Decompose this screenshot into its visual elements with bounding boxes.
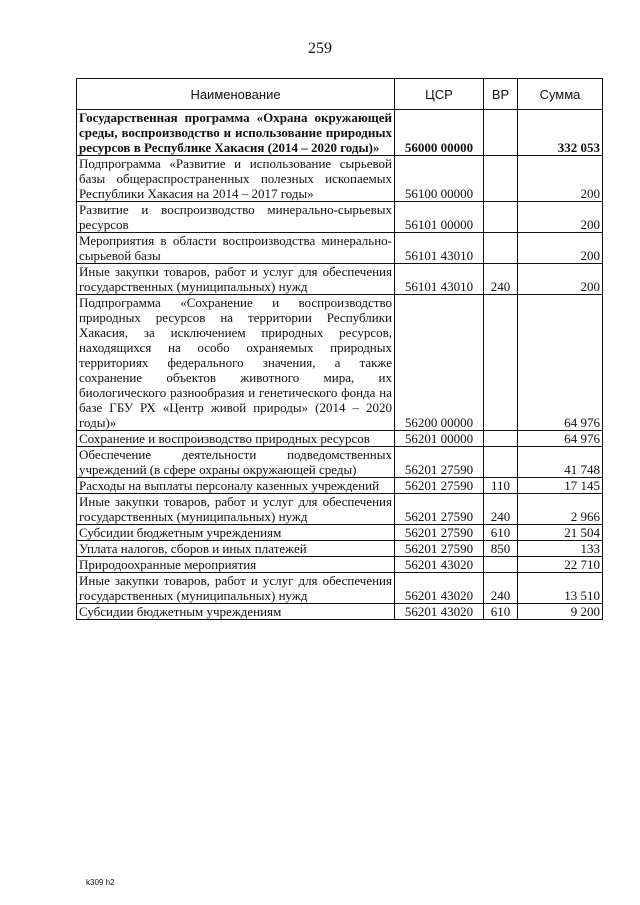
- row-name: Иные закупки товаров, работ и услуг для обеспечения государственных (муниципальных) нужд: [77, 573, 395, 604]
- row-csr: 56101 00000: [395, 202, 484, 233]
- row-csr: 56000 00000: [395, 110, 484, 156]
- row-name: Развитие и воспроизводство минерально-сырьевых ресурсов: [77, 202, 395, 233]
- row-vr: [484, 447, 518, 478]
- row-vr: [484, 202, 518, 233]
- row-name: Подпрограмма «Сохранение и воспроизводство природных ресурсов на территории Республики Хакасия, за исключением природных ресурсов, находящихся на особо охраняемых природных территориях федерального значения, а также сохранение объектов животного мира, их биологического разнообразия и генетического фонда на базе ГБУ РХ «Центр живой природы» (2014 – 2020 годы)»: [77, 295, 395, 431]
- row-vr: 610: [484, 525, 518, 541]
- row-name: Субсидии бюджетным учреждениям: [77, 525, 395, 541]
- row-name: Природоохранные мероприятия: [77, 557, 395, 573]
- row-sum: 200: [518, 233, 603, 264]
- table-row: [77, 156, 603, 202]
- table-row: [77, 557, 603, 573]
- row-csr: 56201 27590: [395, 494, 484, 525]
- header-sum: Сумма: [518, 79, 603, 110]
- footer-code: k309 h2: [86, 878, 115, 887]
- row-sum: 200: [518, 264, 603, 295]
- header-csr: ЦСР: [395, 79, 484, 110]
- table-row: [77, 604, 603, 620]
- row-sum: 200: [518, 156, 603, 202]
- table-row: [77, 525, 603, 541]
- row-vr: [484, 233, 518, 264]
- row-csr: 56201 43020: [395, 604, 484, 620]
- header-name: Наименование: [77, 79, 395, 110]
- row-sum: 13 510: [518, 573, 603, 604]
- row-vr: [484, 110, 518, 156]
- row-vr: [484, 557, 518, 573]
- table-row: [77, 541, 603, 557]
- row-csr: 56201 27590: [395, 447, 484, 478]
- row-sum: 22 710: [518, 557, 603, 573]
- row-csr: 56200 00000: [395, 295, 484, 431]
- table-row: [77, 295, 603, 431]
- row-csr: 56101 43010: [395, 233, 484, 264]
- row-vr: [484, 156, 518, 202]
- row-csr: 56201 27590: [395, 541, 484, 557]
- table-row: [77, 573, 603, 604]
- table-row: [77, 494, 603, 525]
- row-sum: 2 966: [518, 494, 603, 525]
- row-vr: 110: [484, 478, 518, 494]
- row-name: Расходы на выплаты персоналу казенных учреждений: [77, 478, 395, 494]
- row-vr: 240: [484, 494, 518, 525]
- row-csr: 56100 00000: [395, 156, 484, 202]
- table-row: [77, 233, 603, 264]
- row-name: Иные закупки товаров, работ и услуг для обеспечения государственных (муниципальных) нужд: [77, 494, 395, 525]
- row-vr: 850: [484, 541, 518, 557]
- table-row: [77, 431, 603, 447]
- row-sum: 21 504: [518, 525, 603, 541]
- row-name: Иные закупки товаров, работ и услуг для обеспечения государственных (муниципальных) нужд: [77, 264, 395, 295]
- row-vr: [484, 431, 518, 447]
- page-number: 259: [308, 40, 332, 57]
- row-sum: 9 200: [518, 604, 603, 620]
- row-sum: 133: [518, 541, 603, 557]
- row-vr: [484, 295, 518, 431]
- table-row: [77, 264, 603, 295]
- row-name: Обеспечение деятельности подведомственных учреждений (в сфере охраны окружающей среды): [77, 447, 395, 478]
- row-name: Мероприятия в области воспроизводства минерально-сырьевой базы: [77, 233, 395, 264]
- row-csr: 56201 43020: [395, 557, 484, 573]
- budget-table: [76, 78, 603, 620]
- row-csr: 56201 27590: [395, 478, 484, 494]
- row-name: Сохранение и воспроизводство природных ресурсов: [77, 431, 395, 447]
- row-name: Подпрограмма «Развитие и использование сырьевой базы общераспространенных полезных ископаемых Республики Хакасия на 2014 – 2017 годы»: [77, 156, 395, 202]
- table-header-row: [77, 79, 603, 110]
- row-sum: 332 053: [518, 110, 603, 156]
- row-sum: 17 145: [518, 478, 603, 494]
- header-vr: ВР: [484, 79, 518, 110]
- row-csr: 56201 00000: [395, 431, 484, 447]
- row-csr: 56201 27590: [395, 525, 484, 541]
- row-csr: 56101 43010: [395, 264, 484, 295]
- row-sum: 64 976: [518, 295, 603, 431]
- row-sum: 200: [518, 202, 603, 233]
- table-row: [77, 110, 603, 156]
- row-vr: 240: [484, 573, 518, 604]
- table-row: [77, 202, 603, 233]
- table-row: [77, 447, 603, 478]
- row-name: Субсидии бюджетным учреждениям: [77, 604, 395, 620]
- row-sum: 41 748: [518, 447, 603, 478]
- row-name: Государственная программа «Охрана окружающей среды, воспроизводство и использование природных ресурсов в Республике Хакасия (2014 – 2020 годы)»: [77, 110, 395, 156]
- row-sum: 64 976: [518, 431, 603, 447]
- row-name: Уплата налогов, сборов и иных платежей: [77, 541, 395, 557]
- row-vr: 240: [484, 264, 518, 295]
- table-row: [77, 478, 603, 494]
- row-csr: 56201 43020: [395, 573, 484, 604]
- row-vr: 610: [484, 604, 518, 620]
